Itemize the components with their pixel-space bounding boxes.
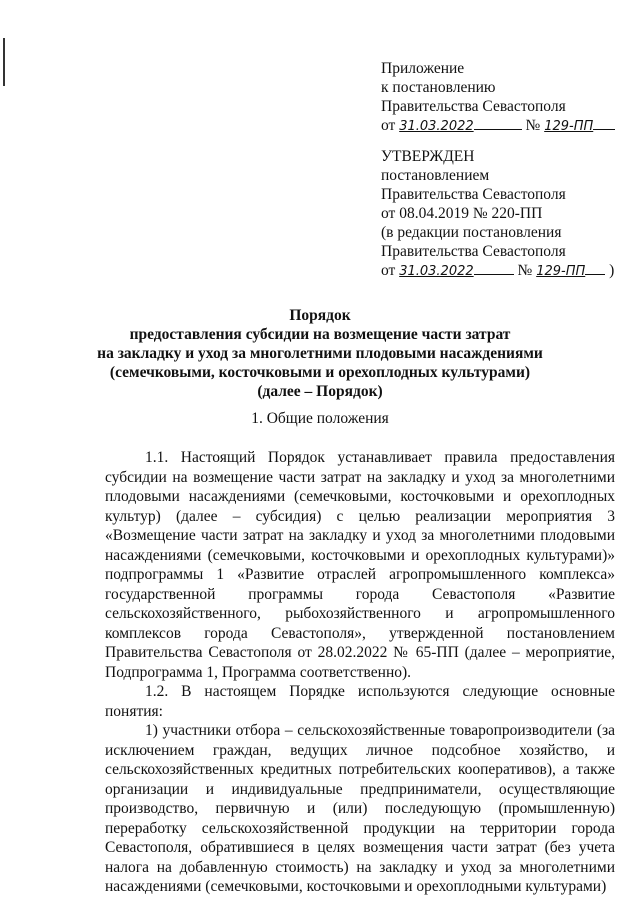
- appendix-ref: к постановлению: [381, 79, 496, 96]
- approved-date: 31.03.2022: [399, 264, 474, 279]
- approved-authority: Правительства Севастополя: [381, 186, 566, 203]
- appendix-label: Приложение: [381, 60, 465, 77]
- title-line-3: на закладку и уход за многолетними плодовыми насаждениями: [97, 345, 543, 362]
- title-line-1: Порядок: [289, 307, 351, 324]
- paragraph-1-2: 1.2. В настоящем Порядке используются следующие основные понятия:: [105, 683, 615, 720]
- approved-revision-note: (в редакции постановления: [381, 224, 562, 241]
- appendix-block: [381, 59, 615, 136]
- document-title: [0, 306, 640, 401]
- appendix-authority: Правительства Севастополя: [381, 98, 566, 115]
- scan-edge-mark: [3, 38, 5, 86]
- section-heading: 1. Общие положения: [251, 410, 389, 427]
- approved-number-prefix: №: [517, 262, 533, 279]
- approved-block: [381, 147, 614, 281]
- title-line-4: (семечковыми, косточковыми и орехоплодных культурами): [109, 364, 531, 381]
- approved-close-paren: ): [609, 262, 615, 279]
- appendix-number-prefix: №: [525, 117, 541, 134]
- approved-original-ref: от 08.04.2019 № 220-ПП: [381, 205, 543, 222]
- approved-label: УТВЕРЖДЕН: [381, 148, 475, 165]
- document-body: [105, 448, 615, 897]
- approved-number: 129-ПП: [536, 264, 586, 279]
- title-line-2: предоставления субсидии на возмещение части затрат: [129, 326, 511, 343]
- approved-revision-authority: Правительства Севастополя: [381, 243, 566, 260]
- paragraph-1-1: 1.1. Настоящий Порядок устанавливает правила предоставления субсидии на возмещение части затрат на закладку и уход за многолетними плодовыми насаждениями (семечковыми, косточковыми и орехоплодных культур) (далее – субсидия) с целью реализации мероприятия 3 «Возмещение части затрат на закладку и уход за многолетними плодовыми насаждениями (семечковыми, косточковыми и орехоплодных культурами)» подпрограммы 1 «Развитие отраслей агропромышленного комплекса» государственной программы города Севастополя «Развитие сельскохозяйственного, рыбохозяйственного и агропромышленного комплексов города Севастополя», утвержденной постановлением Правительства Севастополя от 28.02.2022 № 65-ПП (далее – мероприятие, Подпрограмма 1, Программа соответственно).: [105, 449, 615, 681]
- approved-by: постановлением: [381, 167, 490, 184]
- approved-date-prefix: от: [381, 262, 396, 279]
- appendix-date-line: [381, 116, 615, 136]
- appendix-date-prefix: от: [381, 117, 396, 134]
- title-line-5: (далее – Порядок): [257, 383, 383, 400]
- definition-1: 1) участники отбора – сельскохозяйственные товаропроизводители (за исключением граждан, ведущих личное подсобное хозяйство, и сельскохозяйственных кредитных потребительских кооперативов), а также организации и индивидуальные предприниматели, осуществляющие производство, первичную и (или) последующую (промышленную) переработку сельскохозяйственной продукции на территории города Севастополя, обратившиеся в целях возмещения части затрат (без учета налога на добавленную стоимость) на закладку и уход за многолетними насаждениями (семечковыми, косточковыми и орехоплодными культурами): [105, 722, 615, 895]
- appendix-date: 31.03.2022: [399, 119, 474, 134]
- appendix-number: 129-ПП: [544, 119, 594, 134]
- approved-date-line: [381, 261, 614, 281]
